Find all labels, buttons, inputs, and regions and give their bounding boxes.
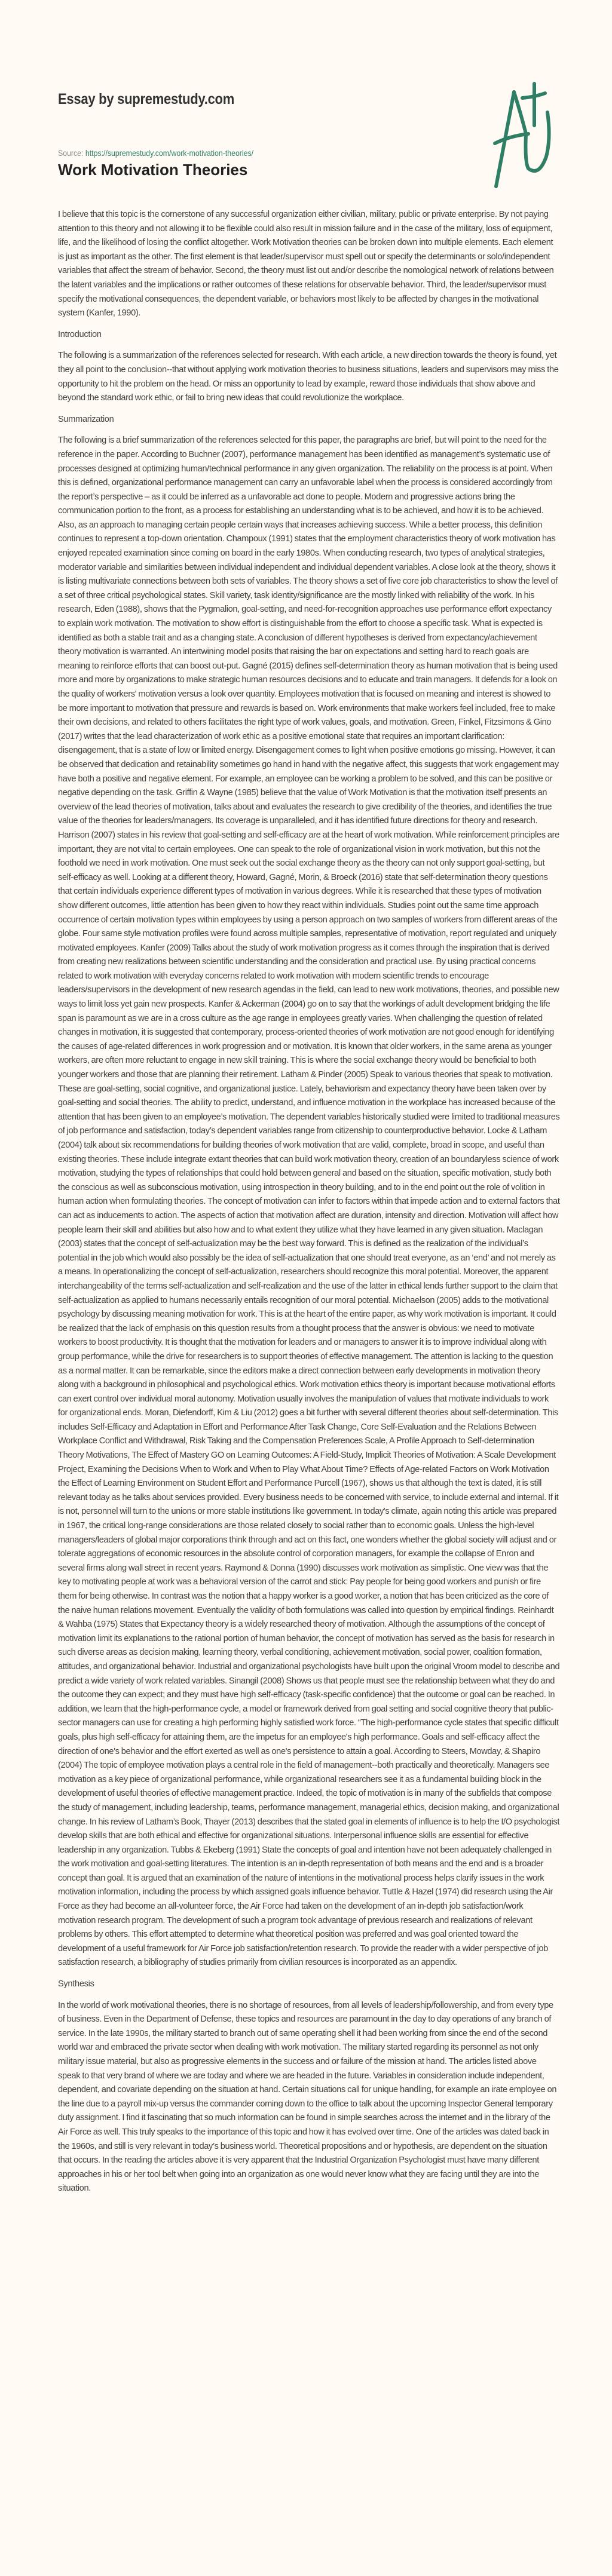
summarization-paragraph: The following is a brief summarization of the references selected for this paper, the paragraphs are brief, but will point to the need for the reference in the paper. According to Buchner (2007), performance management has been identified as management’s systematic use of processes designed at optimizing human/technical performance in any given organization. The reliability on the process is at point. When this is defined, organizational performance management can carry an unfavorable label when the process is considered accordingly from the report’s perspective – as it could be inferred as a unfavorable act done to people. Modern and progressive actions bring the communication portion to the front, as a process for establishing an understanding what is to be achieved, and how it is to be achieved. Also, as an approach to managing certain people certain ways that increases achieving success. While a better process, this definition continues to represent a top-down orientation. Champoux (1991) states that the employment characteristics theory of work motivation has enjoyed repeated examination since coming on board in the early 1980s. When conducting research, two types of analytical strategies, moderator variable and similarities between individual independent and individual dependent variables. A close look at the theory, shows it is listing multivariate connections between both sets of variables. The theory shows a set of five core job characteristics to show the level of a set of three critical psychological states. Skill variety, task identity/significance are the mostly linked with reliability of the work. In his research, Eden (1988), shows that the Pygmalion, goal-setting, and need-for-recognition approaches use performance effort expectancy to explain work motivation. The motivation to show effort is distinguishable from the effort to choose a specific task. What is expected is identified as both a stable trait and as a changing state. A conclusion of different hypotheses is derived from expectancy/achievement theory motivation is warranted. An intertwining model posits that raising the bar on expectations and setting hard to reach goals are meaning to reinforce efforts that can boost out-put. Gagné (2015) defines self-determination theory as human motivation that is being used more and more by organizations to make strategic human resources decisions and to educate and train managers. It defends for a look on the quality of workers' motivation versus a look over quantity. Employees motivation that is focused on meaning and interest is showed to be more important to motivation that pressure and rewards is based on. Work environments that make workers feel included, free to make their own decisions, and related to others facilitates the right type of work values, goals, and motivation. Green, Finkel, Fitzsimons & Gino (2017) writes that the lead characterization of work ethic as a positive emotional state that requires an important clarification: disengagement, that is a state of low or limited energy. Disengagement comes to light when positive emotions go missing. However, it can be observed that dedication and retainability sometimes go hand in hand with the negative affect, this suggests that work engagement may have both a positive and negative element. For example, an employee can be working a problem to be solved, and this can be positive or negative depending on the task. Griffin & Wayne (1985) believe that the value of Work Motivation is that the motivation itself presents an overview of the lead theories of motivation, talks about and evaluates the research to give credibility of the theories, and identifies the true value of the theories for leaders/managers. Its coverage is unparalleled, and it has identified future directions for theory and research. Harrison (2007) states in his review that goal-setting and self-efficacy are at the heart of work motivation. While reinforcement principles are important, they are not vital to certain employees. One can speak to the role of organizational vision in work motivation, but this not the foothold we need in work motivation. One must seek out the social exchange theory as the theory can not only support goal-setting, but self-efficacy as well. Looking at a different theory, Howard, Gagné, Morin, & Broeck (2016) state that self-determination theory questions that certain individuals experience different types of motivation in various degrees. While it is researched that these types of motivation show different outcomes, little attention has been given to how they react within individuals. Studies point out the same time approach occurrence of certain motivation types within employees by using a person approach on two samples of workers from different areas of the globe. Four same style motivation profiles were found across multiple samples, representative of motivation, report regulated and uniquely motivated employees. Kanfer (2009) Talks about the study of work motivation progress as it comes through the inspiration that is derived from creating new realizations between scientific understanding and the consideration and practical use. By using practical concerns related to work motivation with everyday concerns related to work motivation with modern scientific trends to encourage leaders/supervisors in the development of new research agendas in the field, can lead to new work motivations, theories, and possible new ways to limit loss yet gain new prospects. Kanfer & Ackerman (2004) go on to say that the workings of adult development bridging the life span is paramount as we are in a cross culture as the age range in employees greatly varies. When challenging the question of related changes in motivation, it is suggested that contemporary, process-oriented theories of work motivation are not good enough for identifying the causes of age-related differences in work progression and or motivation. It is known that older workers, in the same arena as younger workers, are often more reluctant to engage in new skill training. This is where the social exchange theory would be beneficial to both younger workers and those that are planning their retirement. Latham & Pinder (2005) Speak to various theories that speak to motivation. These are goal-setting, social cognitive, and organizational justice. Lately, behaviorism and expectancy theory have been taken over by goal-setting and social theories. The ability to predict, understand, and influence motivation in the workplace has increased because of the attention that has been given to an employee’s motivation. The dependent variables historically studied were limited to traditional measures of job performance and satisfaction, today’s dependent variables range from citizenship to counterproductive behavior. Locke & Latham (2004) talk about six recommendations for building theories of work motivation that are valid, complete, broad in scope, and useful than existing theories. These include integrate extant theories that can build work motivation theory, creation of an boundaryless science of work motivation, studying the types of relationships that could hold between general and based on the situation, specific motivation, study both the conscious as well as subconscious motivation, using introspection in theory building, and to in the end point out the role of volition in human action when formulating theories. The concept of motivation can infer to factors within that impede action and to external factors that can act as inducements to action. The aspects of action that motivation affect are duration, intensity and direction. Motivation will affect how people learn their skill and abilities but also how and to what extent they utilize what they have learned in any given situation. Maclagan (2003) states that the concept of self-actualization may be the best way forward. This is defined as the realization of the individual’s potential in the job which would also possibly be the idea of self-actualization that one should treat everyone, as an ‘end’ and not merely as a means. In operationalizing the concept of self-actualization, researchers should recognize this moral potential. Moreover, the apparent interchangeability of the terms self-actualization and self-realization and the use of the latter in ethical lends further support to the claim that self-actualization as applied to humans necessarily entails recognition of our moral potential. Michaelson (2005) adds to the motivational psychology by discussing meaning motivation for work. This is at the heart of the entire paper, as why work motivation is important. It could be realized that the lack of emphasis on this question results from a thought process that the answer is obvious: we need to motivate workers to boost productivity. It is thought that the motivation for leaders and or managers to answer it is to improve individual along with group performance, while the drive for researchers is to support theories of effective management. The attention is lacking to the question as a normal matter. It can be remarkable, since the editors make a direct connection between early developments in motivation theory along with a background in philosophical and psychological ethics. Work motivation ethics theory is important because motivational efforts can exert control over individual moral autonomy. Motivation usually involves the manipulation of values that motivate individuals to work for organizational ends. Moran, Diefendorff, Kim & Liu (2012) goes a bit further with several different theories about self-determination. This includes Self-Efficacy and Adaptation in Effort and Performance After Task Change, Core Self-Evaluation and the Relations Between Workplace Conflict and Withdrawal, Risk Taking and the Compensation Preferences Scale, A Profile Approach to Self-determination Theory Motivations, The Effect of Mastery GO on Learning Outcomes: A Field-Study, Implicit Theories of Motivation: A Scale Development Project, Examining the Decisions When to Work and When to Play What About Time? Effects of Age-related Factors on Work Motivation the Effect of Learning Environment on Student Effort and Performance Purcell (1967), shows us that although the text is dated, it is still relevant today as he talks about services provided. Every business needs to be concerned with service, to include external and internal. If it is not, personnel will turn to the unions or more stable institutions like government. In today's climate, again noting this article was prepared in 1967, the critical long-range considerations are those related closely to social rather than to economic goals. Unless the high-level managers/leaders of global major corporations think through and act on this fact, one wonders whether the global society will adjust and or tolerate aggregations of economic resources in the absolute control of corporation managers, for example the collapse of Enron and several firms along wall street in recent years. Raymond & Donna (1990) discusses work motivation as simplistic. One view was that the key to motivating people at work was a behavioral version of the carrot and stick: Pay people for being good workers and punish or fire them for being otherwise. In contrast was the notion that a happy worker is a good worker, a notion that has been criticized as the core of the naive human relations movement. Eventually the validity of both formulations was called into question by empirical findings. Reinhardt & Wahba (1975) States that Expectancy theory is a widely researched theory of motivation. Although the assumptions of the concept of motivation limit its explanations to the rational portion of human behavior, the concept of motivation has served as the basis for research in such diverse areas as decision making, learning theory, verbal conditioning, achievement motivation, social power, coalition formation, attitudes, and organizational behavior. Industrial and organizational psychologists have built upon the original Vroom model to describe and predict a wide variety of work related variables. Sinangil (2008) Shows us that people must see the relationship between what they do and the outcome they can expect; and they must have high self-efficacy (task-specific confidence) that the outcome or goal can be reached. In addition, we learn that the high-performance cycle, a model or framework derived from goal setting and social cognitive theory that public-sector managers can use for creating a high performing highly satisfied work force. “The high-performance cycle states that specific difficult goals, plus high self-efficacy for attaining them, are the impetus for an employee's high performance. Goals and self-efficacy affect the direction of one's behavior and the effort exerted as well as one's persistence to attain a goal. According to Steers, Mowday, & Shapiro (2004) The topic of employee motivation plays a central role in the field of management--both practically and theoretically. Managers see motivation as a key piece of organizational performance, while organizational researchers see it as a fundamental building block in the development of useful theories of effective management practice. Indeed, the topic of motivation is in many of the subfields that compose the study of management, including leadership, teams, performance management, managerial ethics, decision making, and organizational change. In his review of Latham’s Book, Thayer (2013) describes that the stated goal in elements of influence is to help the I/O psychologist develop skills that are both ethical and effective for organizational situations. Interpersonal influence skills are essential for effective leadership in any organization. Tubbs & Ekeberg (1991) State the concepts of goal and intention have not been adequately challenged in the work motivation and goal-setting literatures. The intention is an in-depth representation of both means and the end and is a broader concept than goal. It is argued that an examination of the nature of intentions in the motivational process helps clarify issues in the work motivation information, including the process by which assigned goals influence behavior. Tuttle & Hazel (1974) did research using the Air Force as they had become an all-volunteer force, the Air Force had taken on the development of an in-depth job satisfaction/work motivation research program. The development of such a program took advantage of previous research and realizations of relevant problems by others. This effort attempted to determine what theoretical position was preferred and was goal oriented toward the development of a useful framework for Air Force job satisfaction/retention research. To provide the reader with a wider perspective of job satisfaction research, a bibliography of studies primarily from civilian resources is incorporated as an appendix. <box>58 436 560 1968</box>
source-link[interactable]: https://supremestudy.com/work-motivation-theories/ <box>85 148 254 158</box>
intro-paragraph: I believe that this topic is the cornerstone of any successful organization either civilian, military, public or private enterprise. By not paying attention to this theory and not allowing it to be flexible could also result in mission failure and in the case of the military, loss of equipment, life, and the likelihood of losing the conflict altogether. Work Motivation theories can be broken down into multiple elements. Each element is just as important as the other. The first element is that leader/supervisor must spell out or specify the determinants or solo/independent variables that affect the stream of behavior. Second, the theory must list out and/or describe the nomological network of relations between the latent variables and the implications or rather outcomes of these relations for observable behavior. Third, the leader/supervisor must specify the motivational consequences, the dependent variable, or behaviors most likely to be affected by changes in the motivational system (Kanfer, 1990). <box>58 210 554 318</box>
site-title: Essay by supremestudy.com <box>58 91 235 108</box>
page-header <box>0 0 612 158</box>
page-title: Work Motivation Theories <box>58 161 248 179</box>
introduction-paragraph: The following is a summarization of the references selected for research. With each article, a new direction towards the theory is found, yet they all point to the conclusion--that without applying work motivation theories to business situations, leaders and supervisors may miss the opportunity to hit the problem on the head. Or miss an opportunity to lead by example, reward those individuals that show above and beyond the standard work ethic, or fail to bring new ideas that could revolutionize the workplace. <box>58 351 559 403</box>
article <box>58 155 560 2196</box>
section-heading-synthesis: Synthesis <box>58 1979 94 1989</box>
synthesis-paragraph: In the world of work motivational theories, there is no shortage of resources, from all levels of leadership/followership, and from every type of business. Even in the Department of Defense, these topics and resources are paramount in the day to day operations of any branch of service. In the late 1990s, the military started to branch out of same operating shell it had been working from since the end of the second world war and embraced the private sector when dealing with work motivation. The military started regarding its personnel as not only military issue material, but also as progressive elements in the success and or failure of the mission at hand. The articles listed above speak to that very brand of where we are today and where we are headed in the future. Variables in consideration include independent, dependent, and covariate depending on the situation at hand. Certain situations call for unique handling, for example an irate employee on the line due to a payroll mix-up versus the commander coming down to the office to talk about the upcoming Inspector General temporary duty assignment. I find it fascinating that so much information can be found in simple searches across the internet and in the library of the Air Force as well. This truly speaks to the importance of this topic and how it has evolved over time. One of the articles was dated back in the 1960s, and still is very relevant in today’s business world. Theoretical propositions and or hypothesis, are dependent on the situation that occurs. In the reading the articles above it is very apparent that the Industrial Organization Psychologist must have many different approaches in his or her tool belt when going into an organization as one would never know what they are facing until they are into the situation. <box>58 2000 557 2194</box>
section-heading-introduction: Introduction <box>58 329 102 339</box>
section-heading-summarization: Summarization <box>58 414 114 424</box>
source-label: Source: <box>58 148 85 158</box>
